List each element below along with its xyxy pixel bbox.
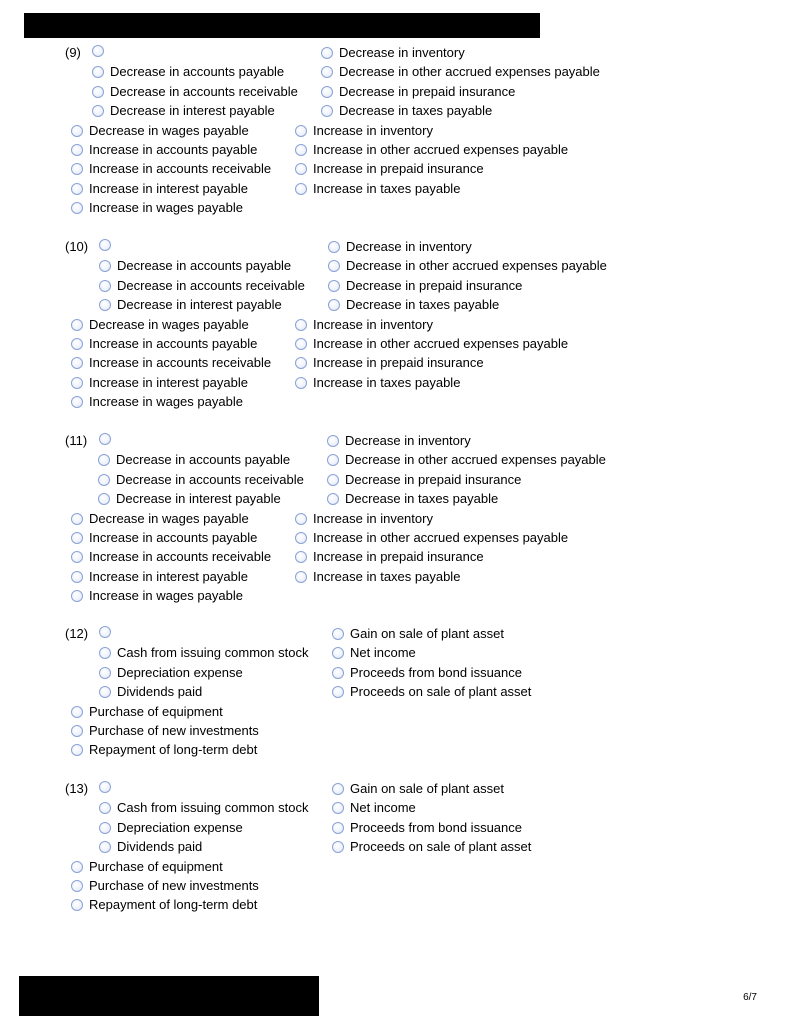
option-label: Decrease in inventory: [346, 239, 472, 254]
radio-button-icon[interactable]: [99, 299, 111, 311]
radio-button-icon[interactable]: [332, 647, 344, 659]
radio-button-icon[interactable]: [332, 686, 344, 698]
radio-button-icon[interactable]: [321, 105, 333, 117]
option-label: Increase in accounts payable: [89, 336, 258, 351]
radio-option-decrease-in-prepaid-insurance[interactable]: [327, 472, 521, 488]
radio-option-decrease-in-accounts-payable[interactable]: [92, 64, 284, 80]
radio-option-increase-in-taxes-payable[interactable]: [295, 181, 460, 197]
radio-button-icon[interactable]: [295, 532, 307, 544]
radio-option-increase-in-other-accrued-expenses-payable[interactable]: [295, 142, 568, 158]
option-label: Purchase of equipment: [89, 859, 223, 874]
radio-option-increase-in-wages-payable[interactable]: [71, 588, 243, 604]
radio-option-dividends-paid[interactable]: [99, 684, 202, 700]
radio-option-decrease-in-accounts-receivable[interactable]: [98, 472, 304, 488]
option-label: Increase in interest payable: [89, 569, 248, 584]
option-label: Decrease in other accrued expenses payable: [345, 452, 606, 467]
option-label: Increase in wages payable: [89, 588, 243, 603]
radio-option-increase-in-prepaid-insurance[interactable]: [295, 355, 484, 371]
radio-button-icon[interactable]: [92, 45, 104, 57]
option-label: Increase in taxes payable: [313, 181, 461, 196]
radio-button-icon[interactable]: [99, 802, 111, 814]
radio-option-decrease-in-inventory[interactable]: [327, 433, 471, 449]
radio-button-icon[interactable]: [332, 783, 344, 795]
radio-option-increase-in-taxes-payable[interactable]: [295, 569, 460, 585]
option-label: Proceeds from bond issuance: [350, 665, 522, 680]
radio-option-increase-in-prepaid-insurance[interactable]: [295, 549, 484, 565]
radio-blank-option[interactable]: [99, 239, 117, 251]
radio-button-icon[interactable]: [295, 125, 307, 137]
radio-button-icon[interactable]: [71, 706, 83, 718]
radio-button-icon[interactable]: [71, 590, 83, 602]
radio-option-gain-on-sale-of-plant-asset[interactable]: [332, 626, 504, 642]
radio-button-icon[interactable]: [295, 319, 307, 331]
radio-option-increase-in-other-accrued-expenses-payable[interactable]: [295, 336, 568, 352]
radio-option-decrease-in-taxes-payable[interactable]: [327, 491, 498, 507]
radio-option-proceeds-on-sale-of-plant-asset[interactable]: [332, 839, 531, 855]
question-number: (11): [65, 433, 88, 448]
question-number: (10): [65, 239, 89, 254]
radio-button-icon[interactable]: [321, 86, 333, 98]
radio-button-icon[interactable]: [71, 899, 83, 911]
option-label: Purchase of equipment: [89, 704, 223, 719]
option-label: Increase in interest payable: [89, 375, 248, 390]
radio-button-icon[interactable]: [295, 144, 307, 156]
option-label: Increase in interest payable: [89, 181, 248, 196]
option-label: Purchase of new investments: [89, 878, 259, 893]
radio-option-increase-in-accounts-payable[interactable]: [71, 336, 257, 352]
option-label: Decrease in prepaid insurance: [346, 278, 523, 293]
radio-button-icon[interactable]: [98, 493, 110, 505]
radio-button-icon[interactable]: [99, 822, 111, 834]
radio-option-decrease-in-accounts-payable[interactable]: [98, 452, 290, 468]
option-label: Depreciation expense: [117, 820, 243, 835]
radio-button-icon[interactable]: [71, 163, 83, 175]
option-label: Decrease in inventory: [339, 45, 465, 60]
radio-button-icon[interactable]: [71, 513, 83, 525]
question-number: (12): [65, 626, 89, 641]
option-label: Increase in prepaid insurance: [313, 549, 484, 564]
option-label: Dividends paid: [117, 839, 203, 854]
option-label: Increase in prepaid insurance: [313, 161, 484, 176]
question-number: (13): [65, 781, 89, 796]
radio-button-icon[interactable]: [71, 125, 83, 137]
radio-option-decrease-in-taxes-payable[interactable]: [328, 297, 499, 313]
option-label: Increase in taxes payable: [313, 569, 461, 584]
option-label: Increase in other accrued expenses payable: [313, 142, 569, 157]
option-label: Repayment of long-term debt: [89, 897, 258, 912]
radio-option-repayment-of-long-term-debt[interactable]: [71, 742, 257, 758]
option-label: Increase in wages payable: [89, 200, 243, 215]
radio-option-decrease-in-interest-payable[interactable]: [99, 297, 282, 313]
option-label: Increase in accounts receivable: [89, 355, 272, 370]
radio-button-icon[interactable]: [71, 744, 83, 756]
radio-option-proceeds-from-bond-issuance[interactable]: [332, 820, 522, 836]
radio-option-increase-in-inventory[interactable]: [295, 123, 433, 139]
radio-option-proceeds-on-sale-of-plant-asset[interactable]: [332, 684, 531, 700]
option-label: Decrease in inventory: [345, 433, 471, 448]
option-label: Increase in inventory: [313, 317, 433, 332]
option-label: Decrease in accounts receivable: [116, 472, 304, 487]
radio-button-icon[interactable]: [295, 183, 307, 195]
option-label: Depreciation expense: [117, 665, 243, 680]
radio-option-depreciation-expense[interactable]: [99, 820, 243, 836]
option-label: Net income: [350, 800, 416, 815]
radio-button-icon[interactable]: [327, 474, 339, 486]
radio-button-icon[interactable]: [295, 357, 307, 369]
radio-option-increase-in-interest-payable[interactable]: [71, 375, 248, 391]
radio-button-icon[interactable]: [71, 377, 83, 389]
radio-option-repayment-of-long-term-debt[interactable]: [71, 897, 257, 913]
option-label: Proceeds on sale of plant asset: [350, 684, 532, 699]
radio-button-icon[interactable]: [99, 433, 111, 445]
option-label: Decrease in wages payable: [89, 123, 249, 138]
radio-option-increase-in-interest-payable[interactable]: [71, 569, 248, 585]
radio-blank-option[interactable]: [92, 45, 110, 57]
radio-button-icon[interactable]: [332, 628, 344, 640]
radio-option-increase-in-taxes-payable[interactable]: [295, 375, 460, 391]
radio-option-decrease-in-accounts-payable[interactable]: [99, 258, 291, 274]
option-label: Decrease in taxes payable: [339, 103, 493, 118]
radio-option-increase-in-interest-payable[interactable]: [71, 181, 248, 197]
option-label: Increase in accounts receivable: [89, 549, 272, 564]
option-label: Decrease in prepaid insurance: [345, 472, 522, 487]
radio-option-decrease-in-accounts-receivable[interactable]: [92, 84, 298, 100]
radio-blank-option[interactable]: [99, 433, 117, 445]
radio-option-increase-in-accounts-receivable[interactable]: [71, 355, 271, 371]
page-number: 6/7: [743, 992, 757, 1003]
radio-option-dividends-paid[interactable]: [99, 839, 202, 855]
radio-option-increase-in-accounts-receivable[interactable]: [71, 549, 271, 565]
option-label: Net income: [350, 645, 416, 660]
radio-option-purchase-of-equipment[interactable]: [71, 859, 223, 875]
radio-option-increase-in-accounts-payable[interactable]: [71, 142, 257, 158]
radio-button-icon[interactable]: [295, 551, 307, 563]
radio-button-icon[interactable]: [328, 299, 340, 311]
radio-button-icon[interactable]: [99, 647, 111, 659]
radio-button-icon[interactable]: [328, 260, 340, 272]
option-label: Decrease in accounts payable: [110, 64, 285, 79]
option-label: Decrease in prepaid insurance: [339, 84, 516, 99]
radio-option-cash-from-issuing-common-stock[interactable]: [99, 645, 308, 661]
redaction-bar-bottom: [19, 976, 319, 1016]
option-label: Decrease in taxes payable: [345, 491, 499, 506]
option-label: Increase in accounts payable: [89, 530, 258, 545]
radio-button-icon[interactable]: [328, 241, 340, 253]
radio-button-icon[interactable]: [99, 686, 111, 698]
radio-button-icon[interactable]: [332, 841, 344, 853]
radio-option-decrease-in-inventory[interactable]: [328, 239, 472, 255]
radio-option-net-income[interactable]: [332, 645, 416, 661]
radio-button-icon[interactable]: [92, 105, 104, 117]
radio-button-icon[interactable]: [71, 202, 83, 214]
radio-option-net-income[interactable]: [332, 800, 416, 816]
radio-option-increase-in-wages-payable[interactable]: [71, 200, 243, 216]
radio-option-decrease-in-interest-payable[interactable]: [98, 491, 281, 507]
radio-button-icon[interactable]: [71, 183, 83, 195]
option-label: Increase in wages payable: [89, 394, 243, 409]
radio-button-icon[interactable]: [98, 454, 110, 466]
option-label: Cash from issuing common stock: [117, 645, 309, 660]
radio-button-icon[interactable]: [71, 532, 83, 544]
radio-button-icon[interactable]: [327, 493, 339, 505]
radio-option-decrease-in-wages-payable[interactable]: [71, 123, 249, 139]
option-label: Decrease in other accrued expenses payable: [346, 258, 607, 273]
radio-button-icon[interactable]: [71, 571, 83, 583]
radio-button-icon[interactable]: [99, 280, 111, 292]
option-label: Decrease in interest payable: [117, 297, 282, 312]
option-label: Proceeds on sale of plant asset: [350, 839, 532, 854]
option-label: Cash from issuing common stock: [117, 800, 309, 815]
radio-button-icon[interactable]: [99, 667, 111, 679]
radio-button-icon[interactable]: [71, 357, 83, 369]
radio-option-cash-from-issuing-common-stock[interactable]: [99, 800, 308, 816]
radio-option-decrease-in-other-accrued-expenses-payable[interactable]: [321, 64, 600, 80]
option-label: Decrease in wages payable: [89, 511, 249, 526]
option-label: Increase in other accrued expenses payable: [313, 530, 569, 545]
radio-option-decrease-in-taxes-payable[interactable]: [321, 103, 492, 119]
radio-button-icon[interactable]: [71, 396, 83, 408]
radio-button-icon[interactable]: [99, 626, 111, 638]
radio-button-icon[interactable]: [99, 781, 111, 793]
radio-option-decrease-in-other-accrued-expenses-payable[interactable]: [328, 258, 607, 274]
redaction-bar-top: [24, 13, 540, 38]
radio-option-increase-in-accounts-payable[interactable]: [71, 530, 257, 546]
radio-option-increase-in-prepaid-insurance[interactable]: [295, 161, 484, 177]
radio-option-decrease-in-prepaid-insurance[interactable]: [328, 278, 522, 294]
option-label: Increase in prepaid insurance: [313, 355, 484, 370]
radio-button-icon[interactable]: [99, 239, 111, 251]
option-label: Purchase of new investments: [89, 723, 259, 738]
radio-button-icon[interactable]: [71, 880, 83, 892]
radio-option-purchase-of-equipment[interactable]: [71, 704, 223, 720]
radio-button-icon[interactable]: [295, 571, 307, 583]
option-label: Increase in other accrued expenses payable: [313, 336, 569, 351]
option-label: Decrease in interest payable: [116, 491, 281, 506]
radio-option-increase-in-accounts-receivable[interactable]: [71, 161, 271, 177]
radio-button-icon[interactable]: [332, 802, 344, 814]
option-label: Dividends paid: [117, 684, 203, 699]
option-label: Increase in accounts payable: [89, 142, 258, 157]
radio-button-icon[interactable]: [71, 319, 83, 331]
radio-button-icon[interactable]: [99, 260, 111, 272]
option-label: Decrease in taxes payable: [346, 297, 500, 312]
radio-button-icon[interactable]: [71, 144, 83, 156]
radio-blank-option[interactable]: [99, 781, 117, 793]
radio-button-icon[interactable]: [92, 66, 104, 78]
radio-option-increase-in-other-accrued-expenses-payable[interactable]: [295, 530, 568, 546]
radio-button-icon[interactable]: [332, 822, 344, 834]
radio-button-icon[interactable]: [327, 454, 339, 466]
radio-button-icon[interactable]: [321, 66, 333, 78]
radio-button-icon[interactable]: [321, 47, 333, 59]
radio-option-gain-on-sale-of-plant-asset[interactable]: [332, 781, 504, 797]
option-label: Proceeds from bond issuance: [350, 820, 522, 835]
radio-option-decrease-in-accounts-receivable[interactable]: [99, 278, 305, 294]
radio-option-decrease-in-wages-payable[interactable]: [71, 317, 249, 333]
radio-button-icon[interactable]: [99, 841, 111, 853]
option-label: Increase in taxes payable: [313, 375, 461, 390]
radio-button-icon[interactable]: [295, 377, 307, 389]
radio-button-icon[interactable]: [98, 474, 110, 486]
radio-option-increase-in-inventory[interactable]: [295, 317, 433, 333]
option-label: Decrease in accounts payable: [116, 452, 291, 467]
option-label: Decrease in interest payable: [110, 103, 275, 118]
radio-option-proceeds-from-bond-issuance[interactable]: [332, 665, 522, 681]
option-label: Gain on sale of plant asset: [350, 626, 504, 641]
radio-button-icon[interactable]: [92, 86, 104, 98]
option-label: Gain on sale of plant asset: [350, 781, 504, 796]
option-label: Decrease in wages payable: [89, 317, 249, 332]
radio-option-decrease-in-prepaid-insurance[interactable]: [321, 84, 515, 100]
radio-button-icon[interactable]: [295, 513, 307, 525]
option-label: Decrease in accounts receivable: [110, 84, 298, 99]
question-number: (9): [65, 45, 81, 60]
option-label: Repayment of long-term debt: [89, 742, 258, 757]
radio-button-icon[interactable]: [71, 338, 83, 350]
radio-option-purchase-of-new-investments[interactable]: [71, 878, 259, 894]
radio-option-increase-in-wages-payable[interactable]: [71, 394, 243, 410]
radio-option-decrease-in-other-accrued-expenses-payable[interactable]: [327, 452, 606, 468]
radio-button-icon[interactable]: [295, 163, 307, 175]
radio-button-icon[interactable]: [71, 551, 83, 563]
radio-option-decrease-in-wages-payable[interactable]: [71, 511, 249, 527]
radio-button-icon[interactable]: [71, 861, 83, 873]
option-label: Decrease in other accrued expenses payable: [339, 64, 600, 79]
radio-blank-option[interactable]: [99, 626, 117, 638]
radio-button-icon[interactable]: [295, 338, 307, 350]
radio-button-icon[interactable]: [327, 435, 339, 447]
radio-option-increase-in-inventory[interactable]: [295, 511, 433, 527]
option-label: Decrease in accounts payable: [117, 258, 292, 273]
radio-option-depreciation-expense[interactable]: [99, 665, 243, 681]
option-label: Decrease in accounts receivable: [117, 278, 305, 293]
radio-button-icon[interactable]: [71, 725, 83, 737]
radio-button-icon[interactable]: [332, 667, 344, 679]
option-label: Increase in inventory: [313, 511, 433, 526]
option-label: Increase in inventory: [313, 123, 433, 138]
radio-option-purchase-of-new-investments[interactable]: [71, 723, 259, 739]
radio-button-icon[interactable]: [328, 280, 340, 292]
radio-option-decrease-in-interest-payable[interactable]: [92, 103, 275, 119]
option-label: Increase in accounts receivable: [89, 161, 272, 176]
radio-option-decrease-in-inventory[interactable]: [321, 45, 465, 61]
